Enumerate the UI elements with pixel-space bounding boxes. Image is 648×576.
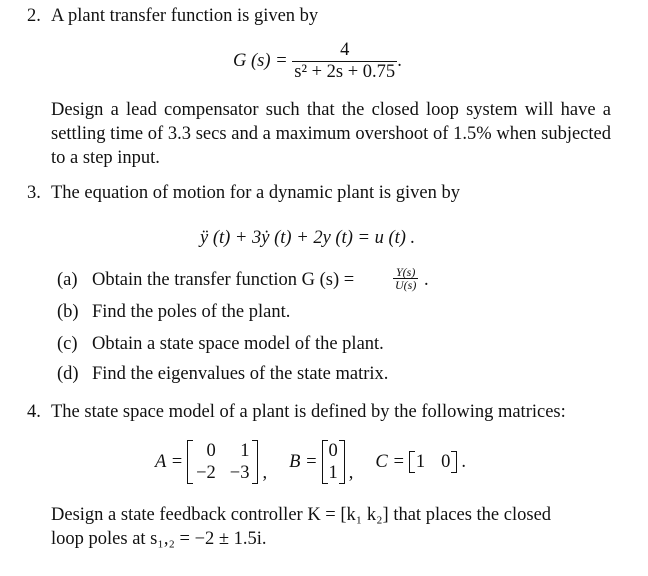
matrix-b: 0 1 [322,440,345,484]
subpart-text: Obtain a state space model of the plant. [92,334,384,354]
problem-number: 3. [27,183,41,203]
fraction [292,40,397,83]
subpart-label: (a) [57,270,78,290]
problem-intro: A plant transfer function is given by [51,6,319,26]
problem-text: Design a lead compensator such that the closed loop system will have a settling time of 3.3 secs and a maximum overshoot of 1.5% when subjected to a step input. [51,100,611,168]
matrix-c-label: C = [375,451,405,472]
fraction [393,266,418,291]
denominator: s² + 2s + 0.75 [294,62,396,82]
equation-lhs: G (s) = [233,51,288,71]
equation-period: . [397,50,402,71]
subpart-text: Obtain the transfer function G (s) = [92,270,355,290]
numerator: 4 [340,40,350,60]
matrix-c: 1 0 [409,451,458,473]
problem-intro: The state space model of a plant is defined by the following matrices: [51,402,566,422]
subpart-text: Find the poles of the plant. [92,302,291,322]
problem-intro: The equation of motion for a dynamic plant is given by [51,183,460,203]
problem-text-line1: Design a state feedback controller K = [k₁ k₂] that places the closed [51,505,552,525]
transfer-function-equation [233,40,402,83]
subpart-label: (b) [57,302,79,322]
subpart-period: . [424,270,429,290]
matrix-b-label: B = [289,451,318,472]
problem-number: 2. [27,6,41,26]
problem-number: 4. [27,402,41,422]
state-space-matrices: A = 0 1 −2 −3 , B = 0 1 , C = 1 0 . [155,441,466,483]
ode-equation: ÿ (t) + 3ẏ (t) + 2y (t) = u (t) . [200,228,416,248]
problem-text-line2: loop poles at s₁,₂ = −2 ± 1.5i. [51,529,267,549]
subpart-label: (c) [57,334,78,354]
subpart-text: Find the eigenvalues of the state matrix. [92,364,389,384]
problem-text [51,503,611,551]
subpart-label: (d) [57,364,79,384]
matrix-a-label: A = [155,451,184,472]
numerator: Y(s) [395,265,416,279]
matrix-a: 0 1 −2 −3 [187,440,258,484]
denominator: U(s) [395,278,417,292]
